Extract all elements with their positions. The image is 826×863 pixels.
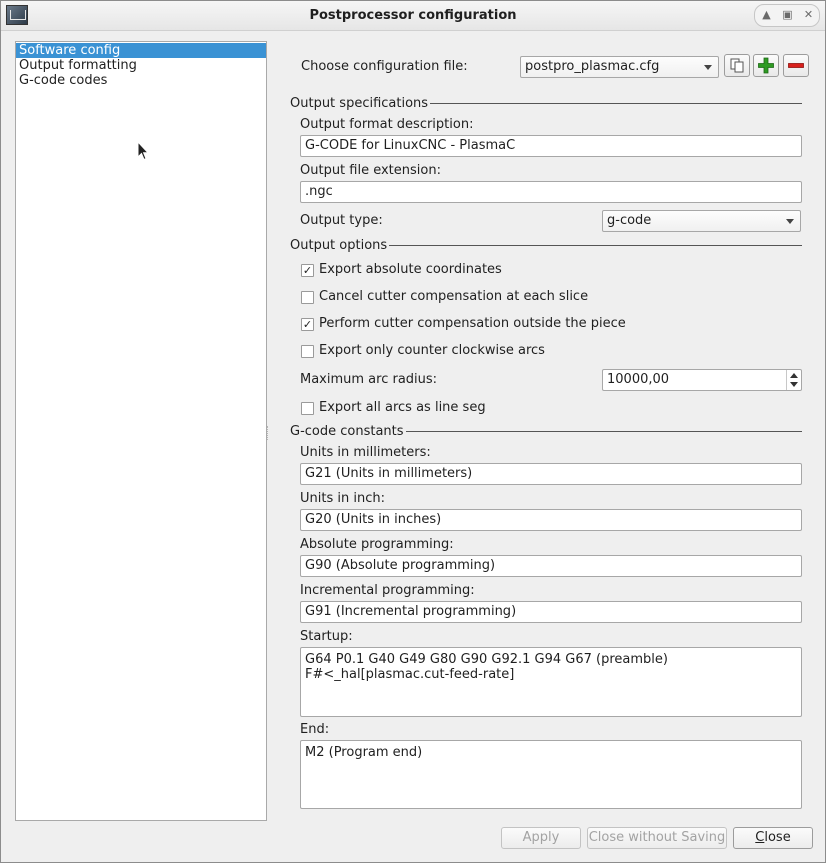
export-absolute-checkbox[interactable]: ✓ [302, 264, 313, 277]
mouse-cursor-icon [137, 141, 149, 161]
perform-compensation-label: Perform cutter compensation outside the piece [319, 316, 626, 331]
gcode-constants-title: G-code constants [290, 424, 404, 439]
perform-compensation-checkbox[interactable]: ✓ [302, 318, 313, 331]
title-bar [1, 1, 825, 31]
end-textarea[interactable]: M2 (Program end) [300, 740, 802, 809]
apply-button[interactable]: Apply [501, 827, 581, 849]
tree-item-label: Output formatting [19, 58, 137, 73]
incremental-programming-label: Incremental programming: [300, 583, 475, 598]
output-specifications-title: Output specifications [290, 96, 429, 111]
max-arc-radius-label: Maximum arc radius: [300, 372, 438, 387]
file-extension-input[interactable]: .ngc [300, 181, 802, 203]
plus-icon [754, 55, 778, 76]
tree-item-output-formatting[interactable] [16, 58, 266, 73]
duplicate-icon [725, 55, 749, 76]
keep-above-icon[interactable]: ▲ [762, 8, 771, 21]
output-type-value: g-code [607, 213, 652, 228]
output-options-title: Output options [290, 238, 388, 253]
config-file-label: Choose configuration file: [301, 59, 468, 74]
arcs-as-lines-label: Export all arcs as line seg [319, 400, 486, 415]
spin-down-icon[interactable] [790, 382, 798, 387]
file-extension-label: Output file extension: [300, 163, 441, 178]
config-file-select[interactable] [520, 56, 719, 78]
only-ccw-arcs-checkbox[interactable] [301, 345, 314, 358]
absolute-programming-label: Absolute programming: [300, 537, 454, 552]
units-mm-input[interactable]: G21 (Units in millimeters) [300, 463, 802, 485]
minus-icon [784, 55, 808, 76]
arcs-as-lines-checkbox[interactable] [301, 402, 314, 415]
splitter-handle[interactable] [267, 426, 270, 440]
incremental-programming-input[interactable]: G91 (Incremental programming) [300, 601, 802, 623]
only-ccw-arcs-label: Export only counter clockwise arcs [319, 343, 545, 358]
spin-buttons[interactable] [786, 370, 801, 390]
units-mm-label: Units in millimeters: [300, 445, 431, 460]
cancel-compensation-checkbox[interactable] [301, 291, 314, 304]
close-without-saving-button[interactable]: Close without Saving [587, 827, 727, 849]
export-absolute-label: Export absolute coordinates [319, 262, 502, 277]
max-arc-radius-value: 10000,00 [607, 372, 670, 387]
format-description-label: Output format description: [300, 117, 474, 132]
cancel-compensation-label: Cancel cutter compensation at each slice [319, 289, 589, 304]
remove-config-button[interactable] [783, 54, 809, 77]
duplicate-config-button[interactable] [724, 54, 750, 77]
tree-item-label: G-code codes [19, 73, 108, 88]
config-file-value: postpro_plasmac.cfg [525, 59, 660, 74]
output-type-select[interactable] [602, 210, 801, 232]
startup-label: Startup: [300, 629, 353, 644]
tree-item-label: Software config [19, 43, 121, 58]
maximize-icon[interactable]: ▣ [782, 8, 793, 21]
spin-up-icon[interactable] [790, 373, 798, 378]
close-button[interactable]: Close [733, 827, 813, 849]
startup-textarea[interactable]: G64 P0.1 G40 G49 G80 G90 G92.1 G94 G67 (preamble) F#<_hal[plasmac.cut-feed-rate] [300, 647, 802, 717]
add-config-button[interactable] [753, 54, 779, 77]
output-type-label: Output type: [300, 213, 383, 228]
end-label: End: [300, 722, 330, 737]
format-description-input[interactable]: G-CODE for LinuxCNC - PlasmaC [300, 135, 802, 157]
units-inch-input[interactable]: G20 (Units in inches) [300, 509, 802, 531]
chevron-down-icon [704, 65, 712, 70]
units-inch-label: Units in inch: [300, 491, 385, 506]
close-window-icon[interactable]: ✕ [803, 8, 814, 21]
max-arc-radius-spinbox[interactable] [602, 369, 802, 391]
tree-item-gcode-codes[interactable] [16, 73, 266, 88]
window-controls [754, 4, 820, 27]
chevron-down-icon [786, 219, 794, 224]
window-title: Postprocessor configuration [309, 8, 517, 23]
tree-item-software-config[interactable] [16, 43, 266, 58]
absolute-programming-input[interactable]: G90 (Absolute programming) [300, 555, 802, 577]
